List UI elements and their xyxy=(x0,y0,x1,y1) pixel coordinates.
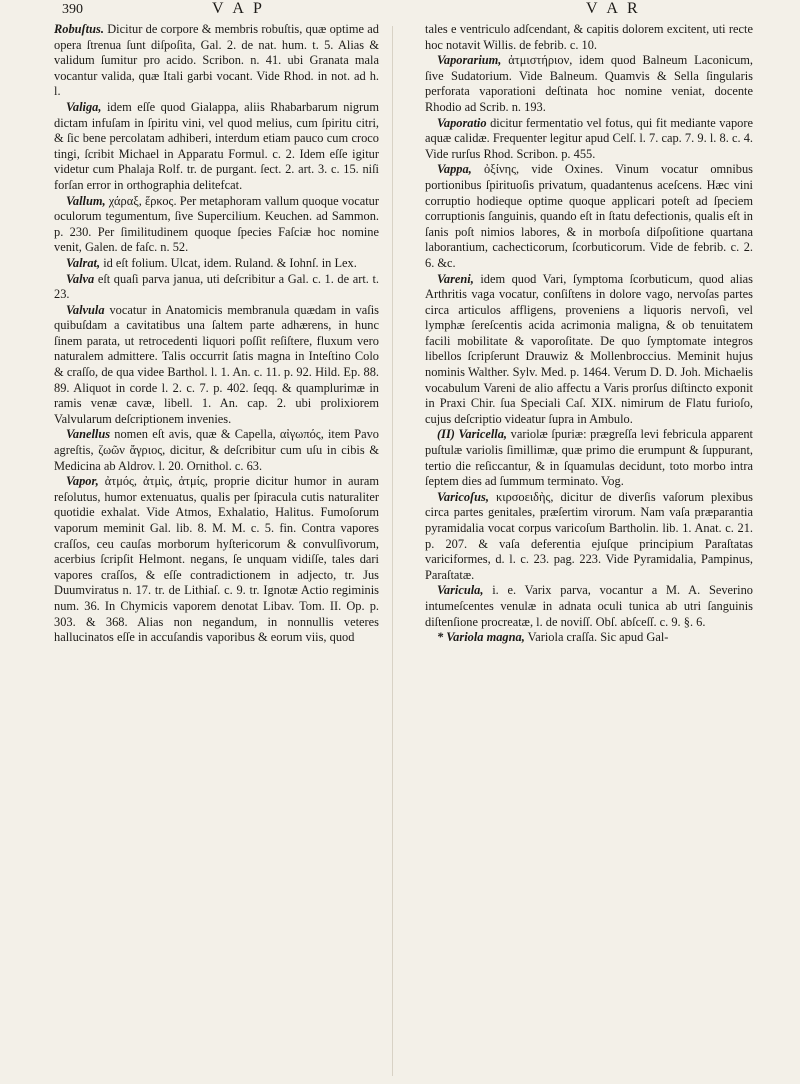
page-number: 390 xyxy=(62,2,83,17)
dictionary-entry xyxy=(54,474,379,646)
entry-text: variolæ ſpuriæ: prægreſſa levi febricula apparent puſtulæ variolis ſimillimæ, quæ primo die erumpunt & ſuppurant, tertio die reſiccantur, & in ſquamulas decidunt, toto morbo intra ſeptem dies ad ſummum terminato. Vog. xyxy=(425,427,753,489)
entry-text: ὀξίνης, vide Oxines. Vinum vocatur omnibus portionibus ſpirituoſis privatum, quadantenus aceſcens. Hæc vini corruptio hodieque optime quoque applicari poteſt ad ſpeciem corruptionis ſanguinis, quando eſt in ſtatu defectionis, qualis eſt in ſanis poſt nimios labores, & in morboſa diſpoſitione quartana laborantium, cachecticorum, ſcorbuticorum. Vide de febrib. c. 2. 6. &c. xyxy=(425,162,753,270)
page-header xyxy=(0,0,800,22)
dictionary-entry xyxy=(54,194,379,256)
entry-text: dicitur fermentatio vel fotus, qui fit mediante vapore aquæ calidæ. Frequenter legitur apud Celſ. l. 7. cap. 7. 9. l. 8. c. 4. Vide rurſus Rhod. Scribon. p. 455. xyxy=(425,115,753,161)
dictionary-entry xyxy=(425,116,753,163)
entry-headword: Valrat, xyxy=(66,255,101,270)
entry-text: id eſt folium. Ulcat, idem. Ruland. & Iohnſ. in Lex. xyxy=(100,255,357,270)
entry-headword: (II) Varicella, xyxy=(437,427,508,442)
dictionary-entry xyxy=(425,583,753,630)
entry-text: ἀτμιστήριον, idem quod Balneum Laconicum, ſive Sudatorium. Vide Balneum. Quamvis & Sella ſingularis perforata vaporationi deſtinata hoc nomine veniat, docente Rhodio ad Scrib. n. 193. xyxy=(425,53,753,114)
dictionary-entry xyxy=(425,272,753,428)
entry-headword: Vaporatio xyxy=(437,115,487,130)
entry-headword: * Variola magna, xyxy=(437,630,525,645)
entry-headword: Vareni, xyxy=(437,271,474,286)
entry-headword: Vappa, xyxy=(437,162,472,177)
dictionary-entry xyxy=(54,256,379,272)
entry-headword: Vallum, xyxy=(66,193,106,208)
entry-headword: Vaporarium, xyxy=(437,53,502,68)
dictionary-entry xyxy=(425,490,753,584)
dictionary-entry xyxy=(425,630,753,646)
right-column xyxy=(425,22,753,646)
column-divider xyxy=(392,26,393,1076)
entry-headword: Valiga, xyxy=(66,99,102,114)
entry-text: tales e ventriculo adſcendant, & capitis dolorem excitent, uti recte hoc notavit Willis. de febrib. c. 10. xyxy=(425,22,753,52)
entry-headword: Varicoſus, xyxy=(437,489,489,504)
dictionary-entry xyxy=(425,53,753,115)
dictionary-entry xyxy=(54,22,379,100)
entry-text: eſt quaſi parva janua, uti deſcribitur a Gal. c. 1. de art. t. 23. xyxy=(54,271,379,302)
left-column xyxy=(54,22,379,646)
entry-text: Dicitur de corpore & membris robuſtis, quæ optime ad opera ſtrenua ſunt diſpoſita, Gal. 2. de nat. hum. t. 5. Alias & validum ſumitur pro acido. Scribon. n. 41. ubi Granata mala vocantur valida, quæ Itali garbi vocant. Vide Rhod. in not. ad h. l. xyxy=(54,22,379,99)
entry-text: idem quod Vari, ſymptoma ſcorbuticum, quod alias Arthritis vaga vocatur, conſiſtens in dolore vago, nervoſas partes circa articulos affligens, proveniens a liquoris nervoſi, vel lymphæ ſereſcentis acida acrimonia maligna, & ob tenuitatem facili mobilitate & vaporoſitate. De quo ſymptomate integros libellos ſcripſerunt Drauwiz & Mollenbroccius. Meminit hujus nominis Walther. Sylv. Med. p. 1464. Verum D. D. Joh. Michaelis vocabulum Vareni de alio affectu a Varis prorſus diſtincto exponit in Praxi Chir. ſua Speciali Caſ. XIX. nimirum de Flatu furioſo, cujus deſcriptio videatur ſupra in Ambulo. xyxy=(425,271,753,426)
dictionary-entry xyxy=(54,272,379,303)
running-head-right: V A R xyxy=(586,0,641,17)
entry-headword: Varicula, xyxy=(437,583,484,598)
entry-headword: Vapor, xyxy=(66,474,99,489)
entry-text: i. e. Varix parva, vocantur a M. A. Severino intumeſcentes venulæ in adnata oculi tunica ab utri ſanguinis diſtenſione procreatæ, l. de noviſſ. Obſ. abſceſſ. c. 9. §. 6. xyxy=(425,583,753,629)
dictionary-entry xyxy=(425,162,753,271)
entry-text: ἀτμός, ἀτμὶς, ἀτμίς, proprie dicitur humor in auram reſolutus, humor extenuatus, qualis per ſpiracula cutis naturaliter quotidie exhalat. Vide Atmos, Exhalatio, Halitus. Fumoſorum vaporum meminit Gal. lib. 8. M. M. c. 5. fin. Contra vapores craſſos, ceu cauſas morborum hyſtericorum & convulſivorum, acerbius ſcripſit Helmont. negans, ſe unquam vidiſſe, tales dari vapores craſſos, & eſſe contradictionem in adjecto, tr. Jus Duumviratus n. 17. tr. de Lithiaſ. c. 9. tr. Ignotæ Actio regiminis num. 36. In Chymicis vaporem denotat Libav. Tom. II. Op. p. 303. & 368. Alias non negandum, in nonnullis veteres hallucinatos eſſe in accuſandis vaporibus & eorum viis, quod xyxy=(54,474,379,645)
running-head-left: V A P xyxy=(212,0,265,17)
entry-text: vocatur in Anatomicis membranula quædam in vaſis quibuſdam a cavitatibus una ſaltem parte adhærens, in hunc ſinem parata, ut retrocedenti liquori poſſit reſiſtere, fluxum vero naturalem admittere. Talis occurrit ſatis magna in Inteſtino Colo & craſſo, de qua videe Barthol. l. 1. An. c. 11. p. 92. Hild. Ep. 88. 89. Aliquot in corde l. 2. c. 7. p. 402. ſeqq. & quamplurimæ in ramis venæ cavæ, libell. 1. An. cap. 2. ubi prolixiorem Valvularum deſcriptionem invenies. xyxy=(54,302,379,426)
entry-headword: Valva xyxy=(66,271,95,286)
dictionary-entry xyxy=(54,427,379,474)
entry-text: χάραξ, ἕρκος. Per metaphoram vallum quoque vocatur oculorum tegumentum, ſive Supercilium. Keuchen. ad Sammon. p. 230. Per ſimilitudinem quoque ſpecies Faſciæ hoc nomine venit, Galen. de faſc. n. 52. xyxy=(54,193,379,255)
dictionary-entry xyxy=(425,427,753,489)
entry-headword: Vanellus xyxy=(66,427,111,442)
entry-text: Variola craſſa. Sic apud Gal- xyxy=(524,630,669,645)
entry-headword: Robuſtus. xyxy=(54,22,104,36)
entry-headword: Valvula xyxy=(66,302,105,317)
dictionary-entry xyxy=(54,303,379,428)
entry-text: κιρσοειδὴς, dicitur de diverſis vaſorum plexibus circa partes genitales, præſertim virorum. Nam vaſa præparantia pyramidalia vocat corpus varicoſum Bartholin. lib. 1. Anat. c. 21. p. 207. & vaſa deferentia ejuſque principium Paraſtatas variciformes, d. l. c. 23. pag. 223. Vide Pyramidalia, Pampinus, Paraſtatæ. xyxy=(425,489,753,582)
dictionary-entry xyxy=(425,22,753,53)
entry-text: idem eſſe quod Gialappa, aliis Rhabarbarum nigrum dictam infuſam in ſpiritu vini, vel quod melius, cum ſpiritu citri, & ſic bene percolatam adhiberi, interdum etiam pauco cum croco tingi, ſcribit Michael in Apparatu Formul. c. 2. Idem eſſe igitur videtur cum Phalaja Rolf. tr. de purgant. ſect. 2. art. 3. c. 15. niſi forſan error in orthographia delitefcat. xyxy=(54,99,379,192)
dictionary-entry xyxy=(54,100,379,194)
entry-text: nomen eſt avis, quæ & Capella, αἰγωπός, item Pavo agreſtis, ζωῶν ἄγριος, dicitur, & deſcribitur cum uſu in cibis & Medicina ab Aldrov. l. 20. Ornithol. c. 63. xyxy=(54,427,379,473)
